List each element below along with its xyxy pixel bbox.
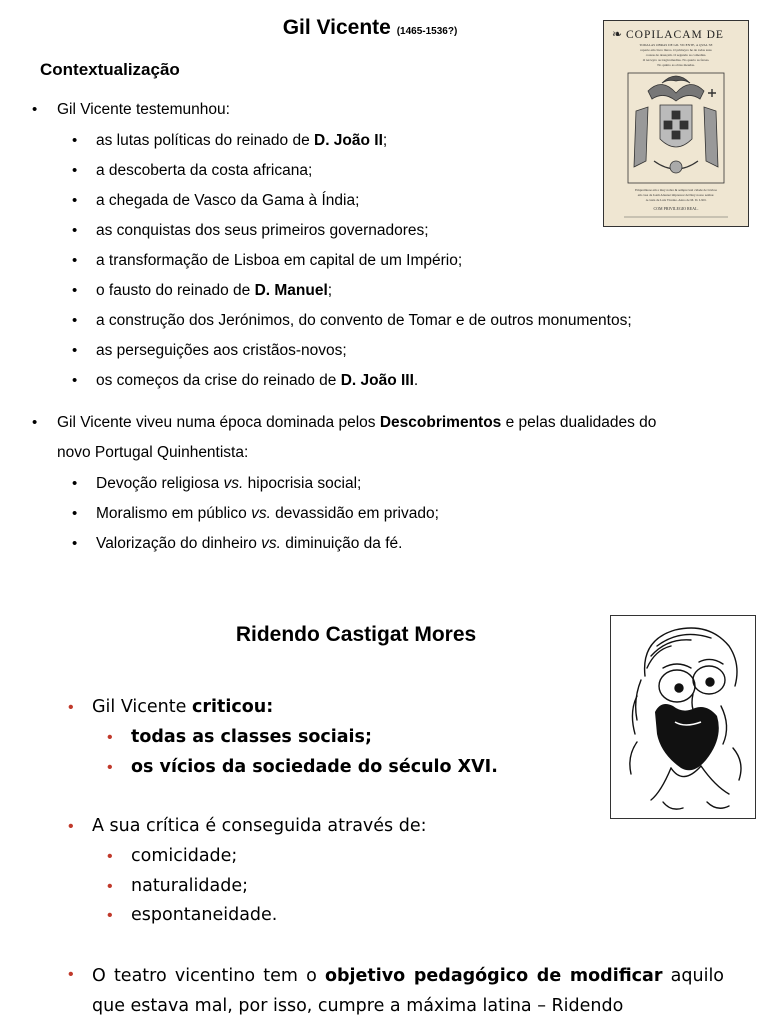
book-title-ornament: ❧ bbox=[612, 27, 623, 41]
pedagogical-paragraph bbox=[92, 961, 724, 1021]
book-title-page-image bbox=[603, 20, 749, 227]
item-text: Valorização do dinheiro bbox=[96, 535, 262, 552]
bullet: • bbox=[68, 699, 74, 716]
bullet: • bbox=[107, 729, 113, 746]
era-line-2: novo Portugal Quinhentista: bbox=[57, 444, 249, 461]
list-item bbox=[96, 475, 361, 493]
book-title-text: COPILACAM DE bbox=[626, 29, 724, 41]
bullet: • bbox=[107, 907, 113, 924]
bullet: • bbox=[107, 878, 113, 895]
era-text: Gil Vicente viveu numa época dominada pelos bbox=[57, 414, 380, 431]
bullet: • bbox=[72, 222, 78, 239]
list-item: a chegada de Vasco da Gama à Índia; bbox=[96, 192, 360, 209]
list-item: a construção dos Jerónimos, do convento de Tomar e de outros monumentos; bbox=[96, 312, 632, 329]
list-item: as perseguições aos cristãos-novos; bbox=[96, 342, 347, 359]
bullet: • bbox=[72, 162, 78, 179]
list-item: naturalidade; bbox=[131, 876, 249, 896]
book-footer: em casa de Ioam Aluarez impressor del Rey nosso senhor. bbox=[637, 193, 715, 197]
item-bold: D. João III bbox=[340, 372, 414, 389]
list-item bbox=[96, 505, 439, 523]
para-text: aquilo que estava mal, por isso, cumpre a máxima latina – Ridendo bbox=[92, 966, 725, 1016]
book-footer: A custa de Luis Vicente. Anno de M. D. LXII. bbox=[645, 198, 707, 202]
era-bold: Descobrimentos bbox=[379, 414, 502, 431]
item-text: Gil Vicente bbox=[92, 697, 192, 717]
era-line-1 bbox=[57, 414, 656, 432]
item-italic: vs. bbox=[251, 505, 271, 522]
item-text: diminuição da fé. bbox=[280, 535, 403, 552]
bullet: • bbox=[32, 101, 38, 118]
bullet: • bbox=[72, 252, 78, 269]
list-item: as conquistas dos seus primeiros governadores; bbox=[96, 222, 429, 239]
list-item bbox=[92, 697, 273, 717]
bullet: • bbox=[72, 372, 78, 389]
book-title-page-drawing bbox=[604, 21, 748, 226]
item-bold: D. Manuel bbox=[254, 282, 328, 299]
bullet: • bbox=[72, 132, 78, 149]
book-line: cousas de deuaçam. O segundo as comedias. bbox=[645, 53, 707, 57]
bullet: • bbox=[72, 312, 78, 329]
item-text: as lutas políticas do reinado de bbox=[96, 132, 314, 149]
era-text: e pelas dualidades do bbox=[501, 414, 657, 431]
bullet: • bbox=[72, 282, 78, 299]
book-line: No quinto as obras meudas. bbox=[657, 63, 695, 67]
item-text: . bbox=[413, 372, 419, 389]
item-text: ; bbox=[327, 282, 333, 299]
para-bold: objetivo pedagógico de modificar bbox=[324, 966, 663, 986]
bullet: • bbox=[72, 535, 78, 552]
book-footer: Empremiose em a muy nobre & sempre leal cidade de Lixboa bbox=[635, 188, 717, 192]
item-text: Devoção religiosa bbox=[96, 475, 224, 492]
caricature-portrait-icon bbox=[611, 616, 755, 818]
bullet: • bbox=[68, 818, 74, 835]
book-line: O terceyro as tragicomedias. No quarto as farsas. bbox=[642, 58, 710, 62]
title-dates: (1465-1536?) bbox=[396, 26, 458, 37]
list-item: os vícios da sociedade do século XVI. bbox=[131, 757, 498, 777]
list-item: A sua crítica é conseguida através de: bbox=[92, 816, 427, 836]
bullet: • bbox=[107, 759, 113, 776]
section-title: Ridendo Castigat Mores bbox=[235, 623, 477, 646]
bullet: • bbox=[72, 192, 78, 209]
list-item bbox=[96, 282, 332, 300]
book-line: TODALAS OBRAS DE GIL VICENTE, A QVAL SE bbox=[639, 43, 713, 47]
item-italic: vs. bbox=[261, 535, 281, 552]
book-line: reparte em cinco liuros. O primeyro he de todas suas bbox=[640, 48, 712, 52]
item-text: devassidão em privado; bbox=[270, 505, 439, 522]
bullet: • bbox=[68, 966, 74, 983]
list-item: comicidade; bbox=[131, 846, 238, 866]
bullet: • bbox=[72, 475, 78, 492]
list-item bbox=[96, 535, 402, 553]
list-item: a descoberta da costa africana; bbox=[96, 162, 313, 179]
caricature-image bbox=[610, 615, 756, 819]
title-text: Gil Vicente bbox=[282, 16, 391, 39]
list-item: a transformação de Lisboa em capital de um Império; bbox=[96, 252, 463, 269]
bullet: • bbox=[72, 342, 78, 359]
item-text: hipocrisia social; bbox=[243, 475, 362, 492]
bullet: • bbox=[32, 414, 38, 431]
book-privilege: COM PRIVILEGIO REAL. bbox=[653, 206, 699, 211]
list-item: espontaneidade. bbox=[131, 905, 278, 925]
item-text: ; bbox=[382, 132, 388, 149]
list-item bbox=[96, 132, 387, 150]
section-subtitle: Contextualização bbox=[40, 60, 180, 79]
item-italic: vs. bbox=[223, 475, 244, 492]
para-text: O teatro vicentino tem o bbox=[92, 966, 325, 986]
item-text: Moralismo em público bbox=[96, 505, 252, 522]
list-item bbox=[96, 372, 418, 390]
item-bold: D. João II bbox=[314, 132, 383, 149]
item-text: os começos da crise do reinado de bbox=[96, 372, 341, 389]
bullet: • bbox=[107, 848, 113, 865]
list-item: todas as classes sociais; bbox=[131, 727, 372, 747]
item-text: o fausto do reinado de bbox=[96, 282, 255, 299]
item-bold: criticou: bbox=[191, 697, 274, 717]
list-item: Gil Vicente testemunhou: bbox=[57, 101, 230, 118]
bullet: • bbox=[72, 505, 78, 522]
